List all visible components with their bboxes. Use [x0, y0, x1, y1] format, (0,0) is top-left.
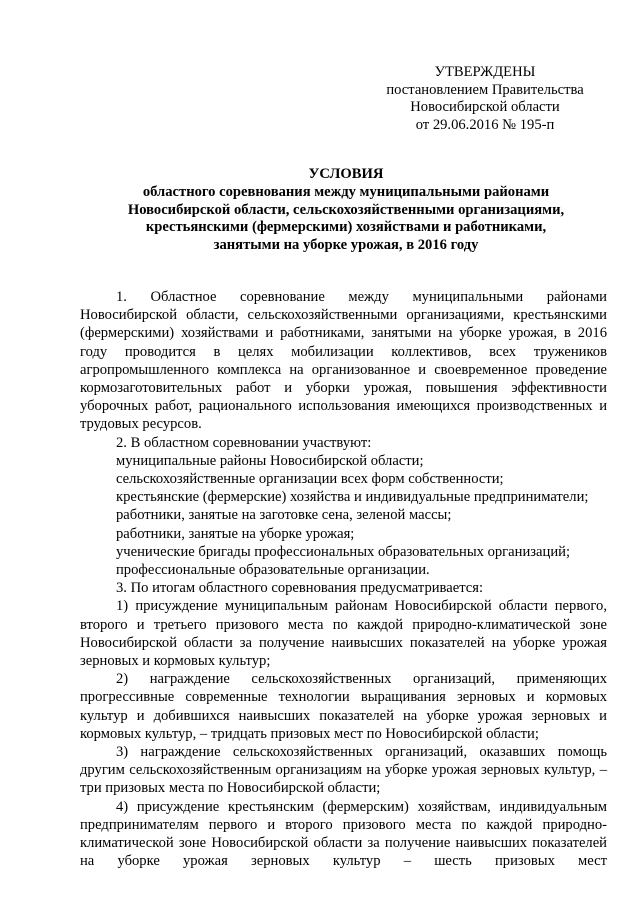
participant-hay-workers: работники, занятые на заготовке сена, зеленой массы;	[116, 507, 452, 524]
document-body	[80, 288, 607, 871]
approval-date-number: от 29.06.2016 № 195-п	[415, 116, 555, 133]
approval-region: Новосибирской области	[410, 99, 560, 115]
approval-stamp	[380, 64, 590, 134]
participant-educational-orgs: профессиональные образовательные организации.	[116, 562, 430, 579]
approval-heading: УТВЕРЖДЕНЫ	[434, 64, 536, 80]
document-title	[85, 166, 607, 255]
title-line-2: Новосибирской области, сельскохозяйственными организациями,	[127, 201, 565, 218]
participant-student-brigades: ученические бригады профессиональных образовательных организаций;	[116, 543, 570, 560]
participant-harvest-workers: работники, занятые на уборке урожая;	[116, 525, 355, 542]
participant-organizations: сельскохозяйственные организации всех форм собственности;	[116, 471, 504, 488]
item-2: 2) награждение сельскохозяйственных организаций, применяющих прогрессивные современные технологии выращивания зерновых и кормовых культур и добившихся наивысших показателей на уборке урожая зерновых и кормовых культур, – тридцать призовых мест по Новосибирской области;	[80, 671, 607, 742]
paragraph-3: 3. По итогам областного соревнования предусматривается:	[116, 580, 484, 597]
item-3: 3) награждение сельскохозяйственных организаций, оказавших помощь другим сельскохозяйственным организациям на уборке урожая зерновых культур, – три призовых места по Новосибирской области;	[80, 744, 607, 797]
participant-districts: муниципальные районы Новосибирской области;	[116, 452, 424, 469]
title-line-3: крестьянскими (фермерскими) хозяйствами и работниками,	[145, 219, 547, 236]
title-heading: УСЛОВИЯ	[308, 166, 384, 182]
item-1: 1) присуждение муниципальным районам Новосибирской области первого, второго и третьего призового места по каждой природно-климатической зоне Новосибирской области за получение наивысших показателей на уборке урожая зерновых и кормовых культур;	[80, 598, 607, 670]
item-4: 4) присуждение крестьянским (фермерским) хозяйствам, индивидуальным предпринимателям первого и второго призового места по каждой природно-климатической зоне Новосибирской области за получение наивысших показателей на уборке урожая зерновых культур – шесть призовых мест	[80, 798, 607, 870]
title-line-1: областного соревнования между муниципальными районами	[142, 183, 550, 200]
participant-farms: крестьянские (фермерские) хозяйства и индивидуальные предприниматели;	[116, 489, 589, 506]
approval-by-resolution: постановлением Правительства	[386, 81, 584, 98]
title-line-4: занятыми на уборке урожая, в 2016 году	[213, 237, 479, 254]
paragraph-2: 2. В областном соревновании участвуют:	[116, 434, 372, 451]
paragraph-1: 1. Областное соревнование между муниципальными районами Новосибирской области, сельскохозяйственными организациями, крестьянскими (фермерскими) хозяйствами и работниками, занятыми на уборке урожая, в 2016 году проводится в целях мобилизации коллективов, всех тружеников агропромышленного комплекса на организованное и своевременное проведение кормозаготовительных работ и уборки урожая, повышения эффективности уборочных работ, рационального использования имеющихся производственных и трудовых ресурсов.	[80, 289, 607, 433]
